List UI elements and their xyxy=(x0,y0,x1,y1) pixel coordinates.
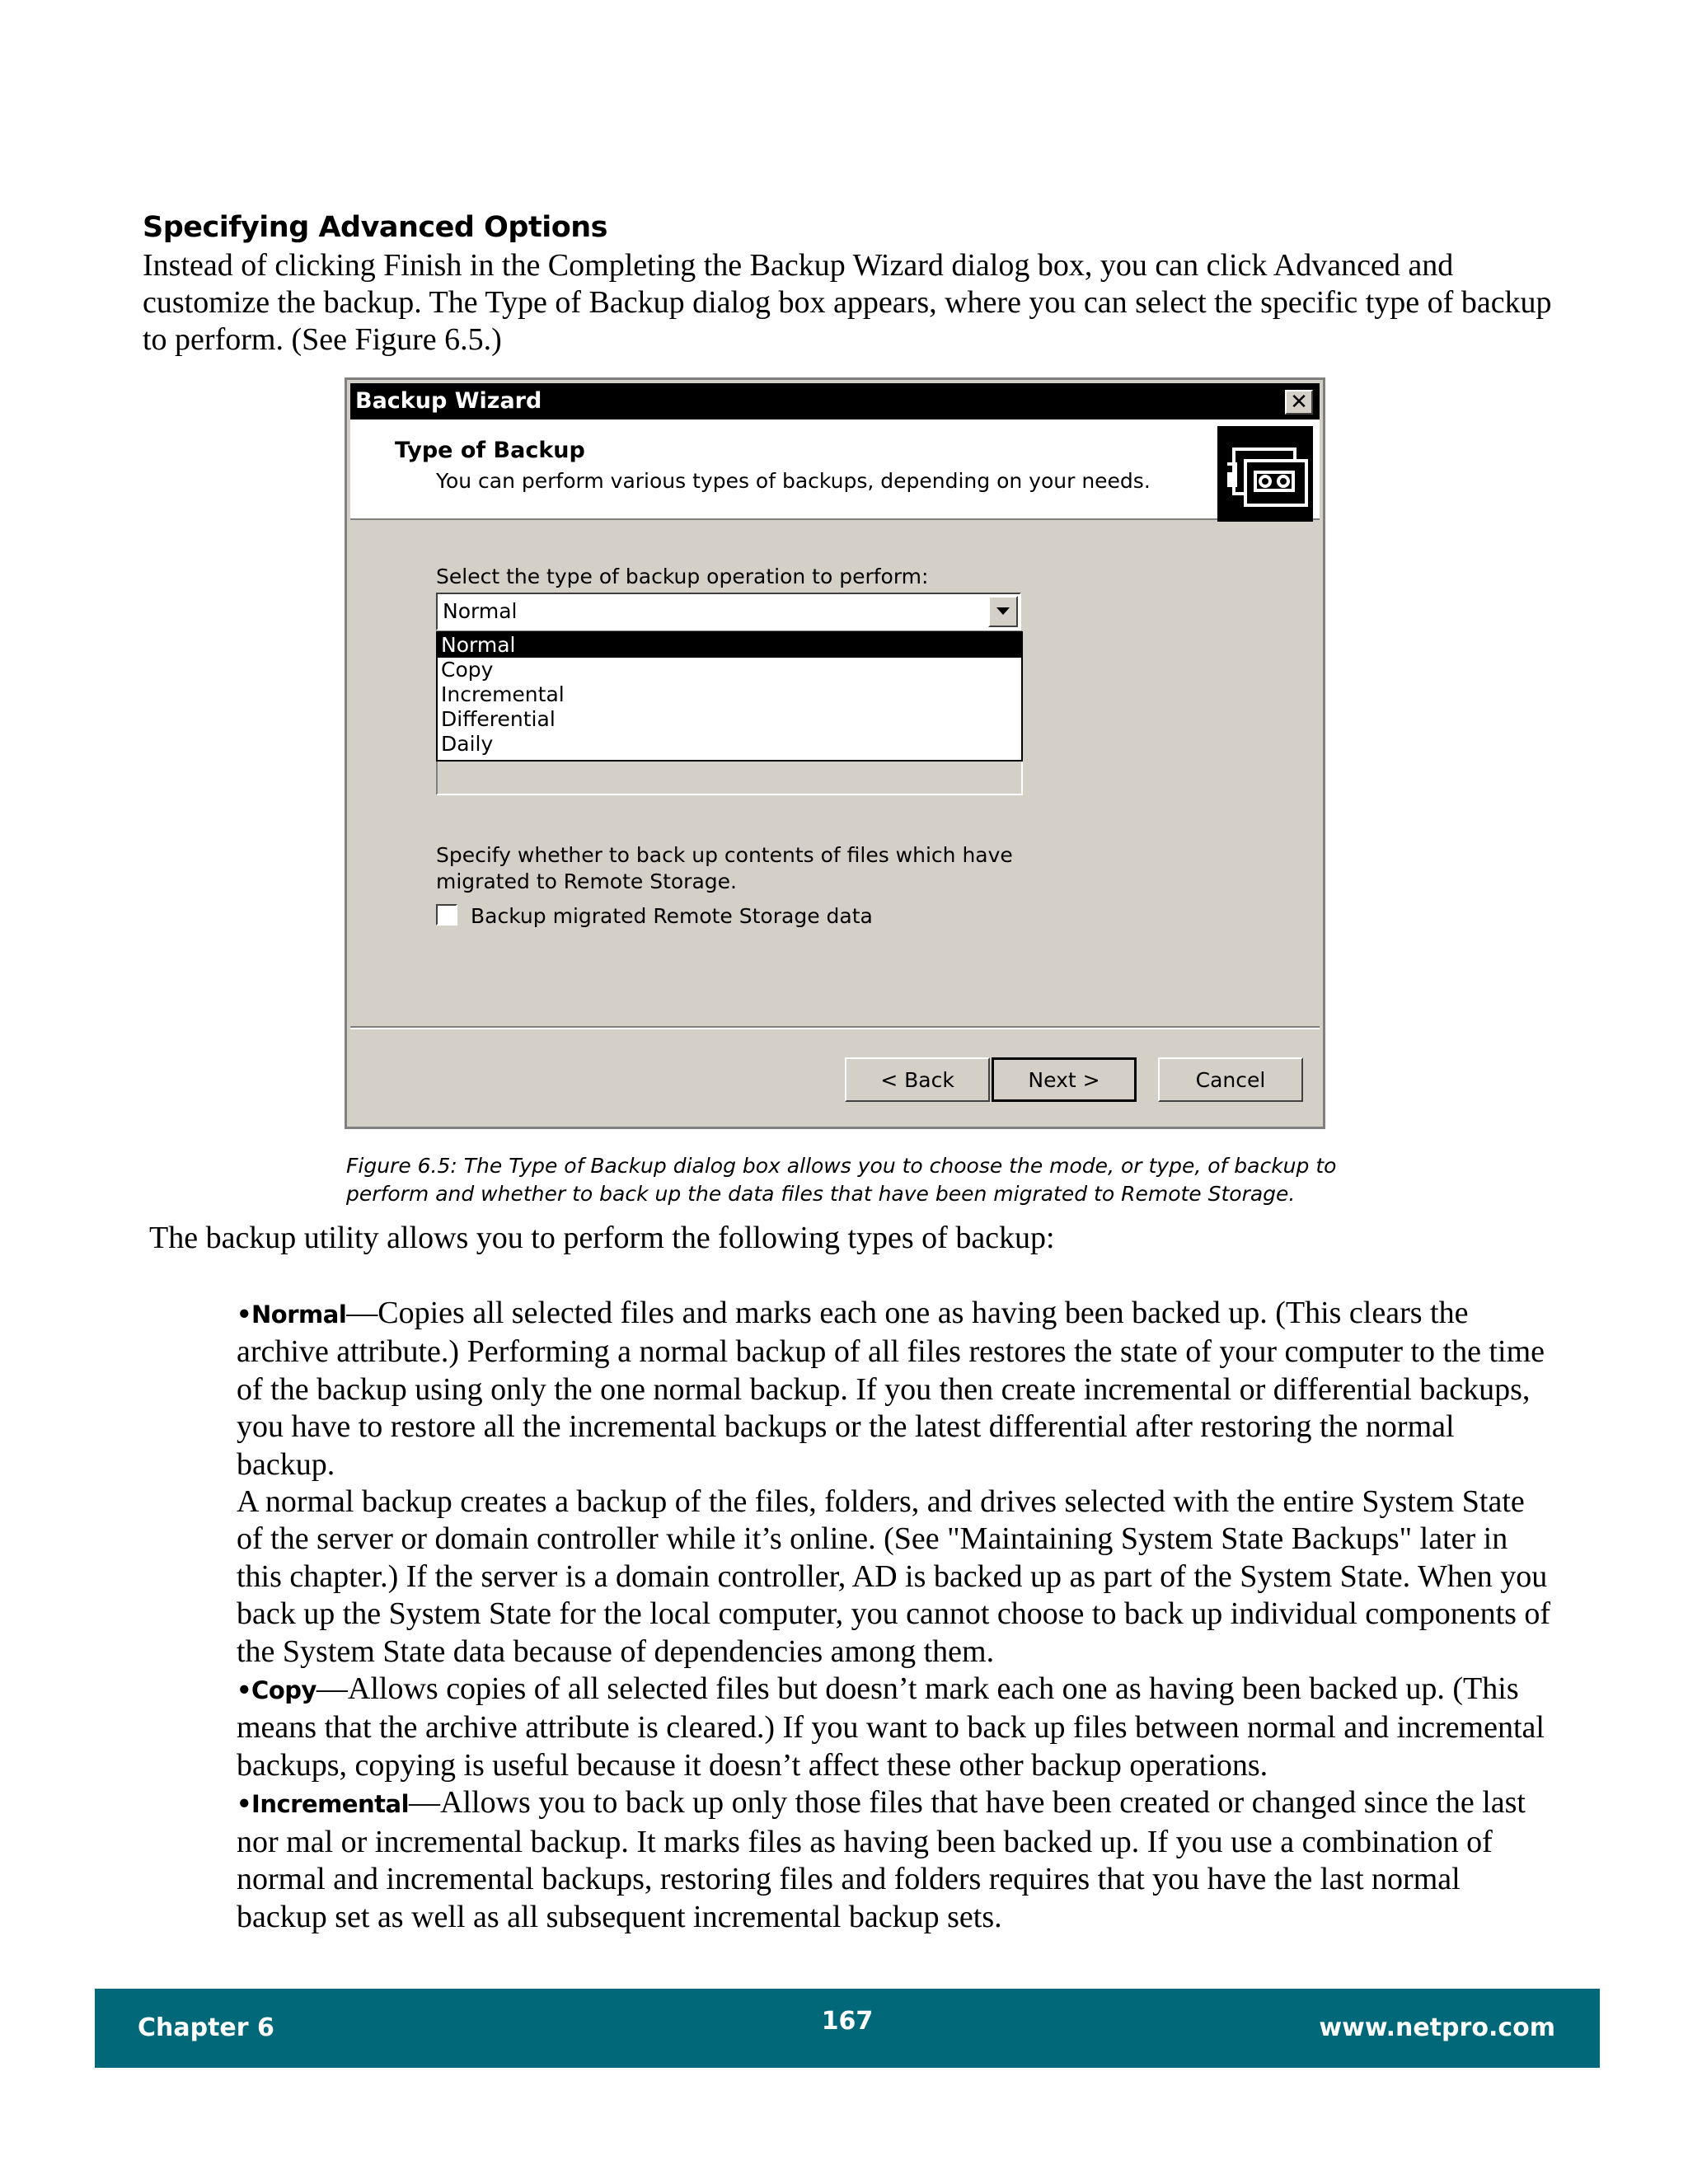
next-button[interactable]: Next > xyxy=(992,1057,1137,1102)
selected-backup-type: Normal xyxy=(443,599,518,623)
option-daily[interactable]: Daily xyxy=(441,732,494,756)
backup-wizard-dialog xyxy=(345,377,1325,1129)
term-incremental: •Incremental xyxy=(237,1790,410,1819)
title-bar[interactable] xyxy=(350,383,1320,419)
text-incremental: —Allows you to back up only those files that have been created or changed since the last nor mal or incremental backup. It marks files as having been backed up. If you use a combination of normal and incremental backups, restoring files and folders requires that you have the last normal backup set as well as all subsequent incremental backup sets. xyxy=(237,1785,1526,1934)
migrate-text-line1: Specify whether to back up contents of files which have xyxy=(436,843,1013,867)
remote-storage-checkbox[interactable] xyxy=(436,904,457,926)
cancel-button[interactable]: Cancel xyxy=(1158,1057,1303,1102)
footer-page-number: 167 xyxy=(821,2007,874,2036)
option-normal[interactable]: Normal xyxy=(438,633,1021,658)
option-copy[interactable]: Copy xyxy=(441,658,494,682)
text-copy: —Allows copies of all selected files but doesn’t mark each one as having been backed up. (This means that the archive attribute is cleared.) If you want to back up files between normal and incremental backups, copying is useful because it doesn’t affect these other backup operations. xyxy=(237,1671,1545,1783)
header-title: Type of Backup xyxy=(395,438,585,463)
option-differential[interactable]: Differential xyxy=(441,707,556,731)
option-incremental[interactable]: Incremental xyxy=(441,682,565,706)
normal-continuation: A normal backup creates a backup of the files, folders, and drives selected with the entire System State of the server or domain controller while it’s online. (See "Maintaining System State Backups" later in this chapter.) If the server is a domain controller, AD is backed up as part of the System State. When you back up the System State for the local computer, you cannot choose to back up individual components of the System State data because of dependencies among them. xyxy=(237,1484,1551,1669)
wizard-header xyxy=(350,419,1320,520)
footer-chapter: Chapter 6 xyxy=(138,2013,274,2042)
select-type-label: Select the type of backup operation to perform: xyxy=(436,565,929,588)
header-subtitle: You can perform various types of backups, depending on your needs. xyxy=(436,469,1151,493)
close-icon: ✕ xyxy=(1290,390,1308,415)
page-footer xyxy=(95,1989,1600,2068)
back-button[interactable]: < Back xyxy=(845,1057,990,1102)
dropdown-arrow-button[interactable] xyxy=(988,596,1018,627)
caption-line1: Figure 6.5: The Type of Backup dialog box allows you to choose the mode, or type, of backup to xyxy=(346,1154,1337,1178)
checkbox-label[interactable]: Backup migrated Remote Storage data xyxy=(471,904,873,928)
backup-tape-icon xyxy=(1217,426,1313,522)
chevron-down-icon xyxy=(996,607,1010,616)
figure-caption xyxy=(346,1152,1376,1208)
bullet-incremental xyxy=(237,1784,1555,1936)
bullet-normal xyxy=(237,1295,1555,1483)
caption-line2: perform and whether to back up the data files that have been migrated to Remote Storage. xyxy=(346,1182,1296,1206)
lead-sentence: The backup utility allows you to perform the following types of backup: xyxy=(149,1221,1055,1255)
backup-type-options xyxy=(436,631,1023,762)
intro-paragraph: Instead of clicking Finish in the Completing the Backup Wizard dialog box, you can click Advanced and customize the backup. The Type of Backup dialog box appears, where you can select the specific type of backup to perform. (See Figure 6.5.) xyxy=(143,248,1552,357)
backup-types-list xyxy=(237,1295,1555,1936)
close-button[interactable] xyxy=(1285,390,1313,415)
migrate-text-line2: migrated to Remote Storage. xyxy=(436,869,737,893)
section-heading: Specifying Advanced Options xyxy=(143,211,607,244)
backup-type-select[interactable] xyxy=(436,593,1021,630)
term-normal: •Normal xyxy=(237,1301,347,1329)
dialog-title: Backup Wizard xyxy=(355,388,542,414)
bullet-copy xyxy=(237,1671,1555,1784)
footer-website[interactable]: www.netpro.com xyxy=(1319,2013,1555,2042)
button-separator xyxy=(350,1026,1320,1029)
text-normal: —Copies all selected files and marks each one as having been backed up. (This clears the archive attribute.) Performing a normal backup of all files restores the state of your computer to the time of the backup using only the one normal backup. If you then create incremental or differential backups, you have to restore all the incremental backups or the latest differential after restoring the normal backup. xyxy=(237,1296,1545,1482)
term-copy: •Copy xyxy=(237,1676,316,1705)
